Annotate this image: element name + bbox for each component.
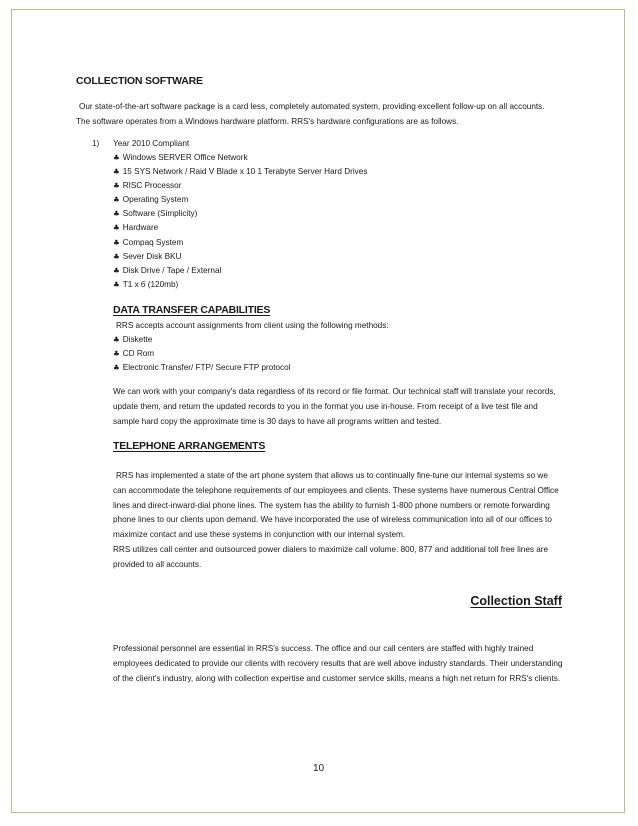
page-number: 10 (313, 763, 325, 774)
list-item: ♣ Compaq System (113, 237, 184, 247)
club-icon: ♣ (113, 223, 120, 233)
data-transfer-paragraph: We can work with your company's data regardless of its record or file format. Our technical staff will translate your records, update them, and return the updated records to you in the format you use in-house. From receipt of a live test file and sample hard copy the approximate time is 30 days to have all programs written and tested. (113, 387, 556, 426)
club-icon: ♣ (113, 181, 120, 191)
data-transfer-intro: RRS accepts account assignments from client using the following methods: (116, 321, 389, 330)
club-icon: ♣ (113, 363, 120, 373)
hardware-list (113, 151, 367, 292)
list-title: Year 2010 Compliant (113, 139, 190, 148)
list-item: ♣ Electronic Transfer/ FTP/ Secure FTP protocol (113, 363, 291, 373)
list-item: ♣ Disk Drive / Tape / External (113, 265, 222, 275)
club-icon: ♣ (113, 251, 120, 261)
club-icon: ♣ (113, 167, 120, 177)
collection-software-intro: Our state-of-the-art software package is a card less, completely automated system, providing excellent follow-up on all accounts. The software operates from a Windows hardware platform. RRS's hardware configurations are as follows. (76, 102, 545, 127)
list-number: 1) (92, 139, 100, 148)
collection-software-heading: COLLECTION SOFTWARE (76, 75, 203, 87)
data-transfer-heading: DATA TRANSFER CAPABILITIES (113, 304, 271, 316)
club-icon: ♣ (113, 153, 120, 162)
collection-staff-heading: Collection Staff (470, 594, 562, 608)
telephone-paragraph-1: RRS has implemented a state of the art phone system that allows us to continually fine-tune our internal systems so we can accommodate the telephone requirements of our employees and clients. These systems have numerous Central Office lines and direct-inward-dial phone lines. The system has the ability to furnish 1-800 phone numbers or remote forwarding phone lines to our clients upon demand. We have incorporated the use of wireless communication into all of our offices to maximize contact and use these systems in conjunction with our internal system. (113, 471, 559, 540)
list-item: ♣ 15 SYS Network / Raid V Blade x 10 1 Terabyte Server Hard Drives (113, 167, 368, 177)
club-icon: ♣ (113, 209, 120, 219)
club-icon: ♣ (113, 279, 120, 289)
list-item: ♣ Windows SERVER Office Network (113, 153, 248, 162)
club-icon: ♣ (113, 195, 120, 205)
list-item: ♣ RISC Processor (113, 181, 182, 191)
telephone-paragraphs (113, 469, 563, 573)
list-item: ♣ Diskette (113, 335, 153, 344)
list-item: ♣ Operating System (113, 195, 189, 205)
list-item: ♣ CD Rom (113, 349, 155, 359)
list-item: ♣ Software (Simplicity) (113, 209, 198, 219)
telephone-heading: TELEPHONE ARRANGEMENTS (113, 440, 266, 452)
club-icon: ♣ (113, 265, 120, 275)
list-item: ♣ T1 x 6 (120mb) (113, 279, 179, 289)
transfer-methods-list (113, 333, 291, 375)
list-item: ♣ Sever Disk BKU (113, 251, 182, 261)
telephone-paragraph-2: RRS utilizes call center and outsourced power dialers to maximize call volume. 800, 877 and additional toll free lines are provided to all accounts. (113, 544, 549, 569)
club-icon: ♣ (113, 349, 120, 359)
collection-staff-paragraph: Professional personnel are essential in RRS's success. The office and our call centers are staffed with highly trained employees dedicated to provide our clients with recovery results that are well above industry standards. Their understanding of the client's industry, along with collection expertise and customer service skills, means a high net return for RRS's clients. (113, 644, 563, 683)
list-item: ♣ Hardware (113, 223, 159, 233)
club-icon: ♣ (113, 237, 120, 247)
club-icon: ♣ (113, 335, 120, 344)
